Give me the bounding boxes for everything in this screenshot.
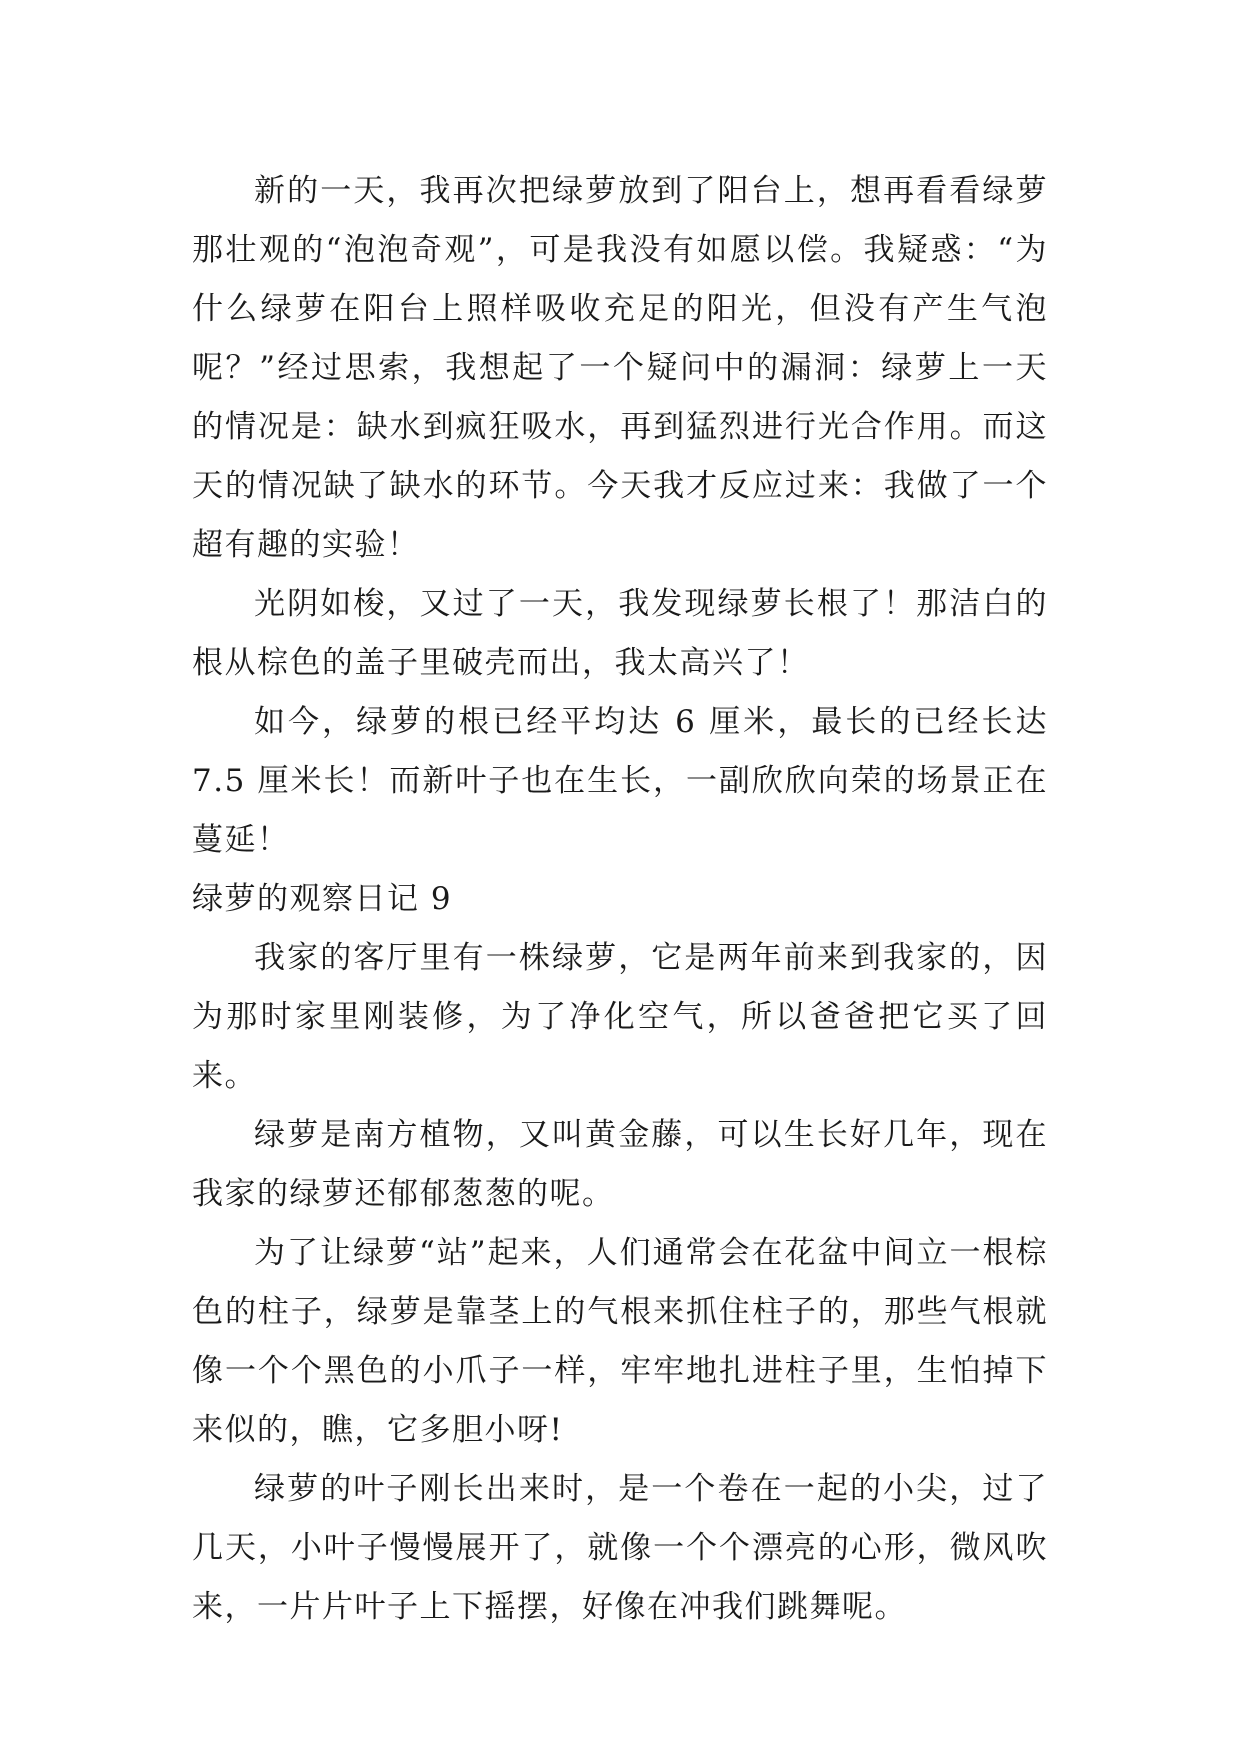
paragraph-roots-grow: 光阴如梭，又过了一天，我发现绿萝长根了！那洁白的根从棕色的盖子里破壳而出，我太高兴了！ [192, 586, 1048, 681]
paragraph-balcony-experiment: 新的一天，我再次把绿萝放到了阳台上，想再看看绿萝那壮观的“泡泡奇观”，可是我没有如愿以偿。我疑惑：“为什么绿萝在阳台上照样吸收充足的阳光，但没有产生气泡呢？”经过思索，我想起了一个疑问中的漏洞：绿萝上一天的情况是：缺水到疯狂吸水，再到猛烈进行光合作用。而这天的情况缺了缺水的环节。今天我才反应过来：我做了一个超有趣的实验！ [192, 173, 1048, 563]
paragraph-living-room: 我家的客厅里有一株绿萝，它是两年前来到我家的，因为那时家里刚装修，为了净化空气，所以爸爸把它买了回来。 [192, 940, 1048, 1094]
paragraph-new-leaves: 绿萝的叶子刚长出来时，是一个卷在一起的小尖，过了几天，小叶子慢慢展开了，就像一个个漂亮的心形，微风吹来，一片片叶子上下摇摆，好像在冲我们跳舞呢。 [192, 1471, 1048, 1625]
paragraph-root-length: 如今，绿萝的根已经平均达 6 厘米，最长的已经长达 7.5 厘米长！而新叶子也在生长，一副欣欣向荣的场景正在蔓延！ [192, 704, 1048, 858]
paragraph-support-pole: 为了让绿萝“站”起来，人们通常会在花盆中间立一根棕色的柱子，绿萝是靠茎上的气根来抓住柱子的，那些气根就像一个个黑色的小爪子一样，牢牢地扎进柱子里，生怕掉下来似的，瞧，它多胆小呀! [192, 1235, 1048, 1448]
section-heading: 绿萝的观察日记 9 [192, 881, 453, 917]
document-body [192, 162, 1048, 1637]
paragraph-southern-plant: 绿萝是南方植物，又叫黄金藤，可以生长好几年，现在我家的绿萝还郁郁葱葱的呢。 [192, 1117, 1048, 1212]
